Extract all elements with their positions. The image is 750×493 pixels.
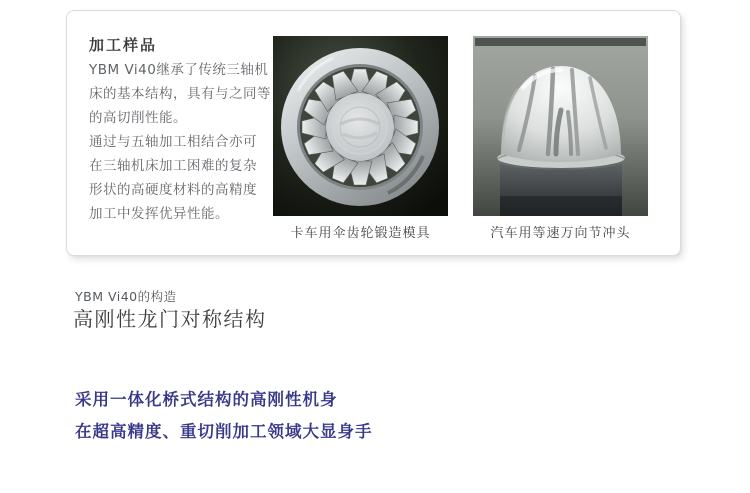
card-title: 加工样品 xyxy=(89,36,158,54)
section-title: 高刚性龙门对称结构 xyxy=(73,307,267,331)
paragraph-line: 的高切削性能。 xyxy=(89,110,187,126)
photo-cv-joint-punch xyxy=(473,36,648,241)
paragraph-line: 加工中发挥优异性能。 xyxy=(89,206,229,222)
paragraph-line: 形状的高硬度材料的高精度 xyxy=(89,182,257,198)
section-subtitle: YBM Vi40的构造 xyxy=(75,289,177,304)
cv-joint-punch-image xyxy=(473,36,648,216)
highlight-line-2: 在超高精度、重切削加工领域大显身手 xyxy=(75,422,373,441)
bevel-gear-die-image xyxy=(273,36,448,216)
highlight-line-1: 采用一体化桥式结构的高刚性机身 xyxy=(75,390,338,409)
photo-caption: 卡车用伞齿轮锻造模具 xyxy=(290,226,431,241)
photo-bevel-gear-die xyxy=(273,36,448,241)
photo-caption: 汽车用等速万向节冲头 xyxy=(490,226,631,241)
paragraph-line: 在三轴机床加工困难的复杂 xyxy=(89,158,257,174)
paragraph-line: YBM Vi40继承了传统三轴机 xyxy=(89,62,269,78)
paragraph-line: 通过与五轴加工相结合亦可 xyxy=(89,134,257,150)
paragraph-line: 床的基本结构，具有与之同等 xyxy=(89,86,271,102)
card-description xyxy=(89,58,285,226)
machining-samples-card xyxy=(66,10,681,256)
